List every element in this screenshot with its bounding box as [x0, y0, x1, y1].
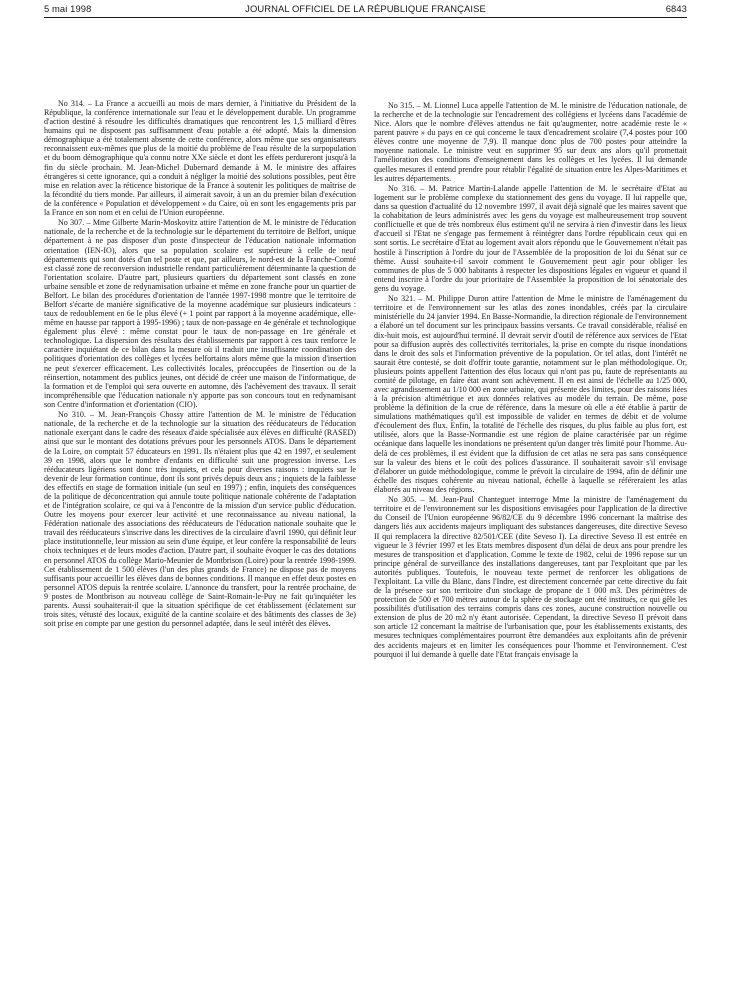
- question-316: No 316. – M. Patrice Martin-Lalande appelle l'attention de M. le secrétaire d'Etat au logement sur le problème complexe du stationnement des gens du voyage. Il lui rappelle que, dans sa question d'actualité du 12 novembre 1997, il avait déjà signalé que les maires savent que la cohabitation de leurs administrés avec les gens du voyage est malheureusement trop souvent conflictuelle et que de très nombreux élus estiment qu'il ne servira à rien d'investir dans les lieux d'accueil si l'Etat ne s'engage pas fermement à réintégrer dans l'ordre républicain ceux qui en sont sortis. Le secrétaire d'Etat au logement avait alors répondu que le Gouvernement n'était pas hostile à l'inscription à l'ordre du jour de l'Assemblée de la proposition de loi du Sénat sur ce thème. Aussi souhaite-t-il savoir comment le Gouvernement peut agir pour obliger les communes de plus de 5 000 habitants à respecter les dispositions légales en vigueur et quand il entend inscrire à l'ordre du jour prioritaire de l'Assemblée la proposition de loi sénatoriale des gens du voyage.: [374, 184, 687, 293]
- question-321: No 321. – M. Philippe Duron attire l'attention de Mme le ministre de l'aménagement du territoire et de l'environnement sur les atlas des zones inondables, créés par la circulaire ministérielle du 24 janvier 1994. En Basse-Normandie, la direction régionale de l'environnement a élaboré un tel document sur les principaux bassins versants. Ce travail considérable, réalisé en dix-huit mois, est aujourd'hui terminé. Il devrait servir d'outil de référence aux services de l'Etat pour sa diffusion auprès des collectivités territoriales, la prise en compte du risque inondations dans le droit des sols et l'information préventive de la population. Or tel atlas, dont l'intérêt ne saurait être contesté, se doit d'offrir toute garantie, notamment sur le plan méthodologique. Or, plusieurs points appellent l'attention des élus locaux qui n'ont pas pu, faute de représentants au comité de pilotage, en faire état avant son achèvement. Il en est ainsi de l'échelle au 1/25 000, avec agrandissement au 1/10 000 en zone urbaine, qui présente des limites, pour des raisons liées à la précision altimétrique et aux données relatives au modèle du terrain. De même, pose problème la définition de la crue de référence, dans la mesure où elle a été établie à partir de simulations mathématiques qu'il est impossible de valider en termes de débit et de volume d'écoulement des flux. Enfin, la totalité de l'échelle des risques, du plus faible au plus fort, est utilisée, alors que la Basse-Normandie est une région de plaine caractérisée par un régime océanique dans laquelle les inondations ne présentent qu'un danger très limité pour l'homme. Au-delà de ces problèmes, il est évident que la diffusion de cet atlas ne sera pas sans conséquence sur la valeur des biens et le coût des polices d'assurance. Il souhaiterait savoir s'il envisage d'élaborer un guide méthodologique, comme le prévoit la circulaire de 1994, afin de définir une échelle des risques cohérente au niveau national, échelle à laquelle se référeraient les atlas élaborés au niveau des régions.: [374, 294, 687, 494]
- header-rule: [44, 17, 687, 18]
- question-305: No 305. – M. Jean-Paul Chanteguet interroge Mme la ministre de l'aménagement du territoire et de l'environnement sur les dispositions envisagées pour l'application de la directive du Conseil de l'Union européenne 96/82/CE du 9 décembre 1996 concernant la maîtrise des dangers liés aux accidents majeurs impliquant des substances dangereuses, dite directive Seveso II qui remplacera la directive 82/501/CEE (dite Seveso I). La directive Seveso II est entrée en vigueur le 3 février 1997 et les Etats membres disposent d'un délai de deux ans pour prendre les mesures de transposition et d'application. Comme le texte de 1982, celui de 1996 repose sur un principe général de surveillance des installations dangereuses, tant par l'exploitant que par les autorités publiques. Toutefois, le nouveau texte permet de renforcer les obligations de l'exploitant. La ville du Blanc, dans l'Indre, est directement concernée par cette directive du fait de la présence sur son territoire d'un stockage de propane de 1 000 m3. Des périmètres de protection de 500 et 700 mètres autour de la sphère de stockage ont été institués, ce qui gêle les possibilités d'utilisation des terrains compris dans ces zones, aucune construction nouvelle ou extension de plus de 20 m2 n'y étant autorisée. Cependant, la directive Seveso II prévoit dans son article 12 concernant la maîtrise de l'urbanisation que, pour les établissements existants, des mesures techniques complémentaires pourront être demandées aux exploitants afin de prévenir des accidents majeurs et en limiter les conséquences pour l'homme et l'environnement. C'est pourquoi il lui demande à quelle date l'Etat français envisage la: [374, 495, 687, 659]
- question-315: No 315. – M. Lionnel Luca appelle l'attention de M. le ministre de l'éducation nationale, de la recherche et de la technologie sur l'encadrement des collégiens et lycéens dans l'académie de Nice. Alors que le nombre d'élèves attendus ne fait qu'augmenter, notre académie reste le « parent pauvre » du pays en ce qui concerne le taux d'encadrement scolaire (7,4 postes pour 100 élèves contre une moyenne de 7,9). Il manque donc plus de 700 postes pour atteindre la moyenne nationale. Le ministre veut en supprimer 95 sur deux ans alors qu'il promettait l'amélioration des conditions d'enseignement dans les collèges et les lycées. Il lui demande quelles mesures il entend prendre pour rétablir l'égalité de situation entre les Alpes-Maritimes et les autres départements.: [374, 101, 687, 183]
- question-307: No 307. – Mme Gilberte Marin-Moskovitz attire l'attention de M. le ministre de l'éducation nationale, de la recherche et de la technologie sur le département du territoire de Belfort, unique département à ne pas disposer d'un poste d'inspecteur de l'éducation nationale information orientation (IEN-IO), alors que sa population scolaire est supérieure à celle de neuf départements qui sont dotés d'un tel poste et que, par ailleurs, le nord-est de la Franche-Comté est classé zone de reconversion industrielle rendant particulièrement déterminante la question de l'orientation scolaire. D'autre part, plusieurs quartiers du département sont classés en zone urbaine sensible et zone de redynamisation urbaine et même en zone franche pour un quartier de Belfort. Le bilan des procédures d'orientation de l'année 1997-1998 montre que le territoire de Belfort s'écarte de manière significative de la moyenne académique sur plusieurs indicateurs : taux de redoublement en 6e le plus élevé (+ 1 point par rapport à la moyenne académique, elle-même en hausse par rapport à 1995-1996) ; taux de non-passage en 4e générale et technologique également plus élevé : même constat pour le taux de non-passage en 1re générale et technologique. La dispersion des résultats des établissements par rapport à ces taux renforce le caractère inquiétant de ce bilan dans la mesure où il traduit une insuffisante coordination des politiques d'orientation des collèges et lycées belfortains alors même que la mission d'insertion ne peut s'exercer efficacement. Les collectivités locales, préoccupées de l'insertion ou de la réinsertion, notamment des publics jeunes, ont décidé de créer une maison de l'informatique, de la formation et de l'emploi qui sera ouverte en automne, dès l'achèvement des travaux. Il serait incompréhensible que l'éducation nationale n'y apporte pas son concours tout en redynamisant son Centre d'information et d'orientation (CIO).: [44, 218, 356, 409]
- left-column: [44, 99, 356, 983]
- journal-title: JOURNAL OFFICIEL DE LA RÉPUBLIQUE FRANÇAISE: [245, 3, 486, 14]
- page-number: 6843: [665, 3, 687, 14]
- right-column: [374, 101, 687, 985]
- question-310: No 310. – M. Jean-François Chossy attire l'attention de M. le ministre de l'éducation nationale, de la recherche et de la technologie sur la situation des rééducateurs de l'éducation nationale exerçant dans le cadre des réseaux d'aide spécialisée aux élèves en difficulté (RASED) ainsi que sur le montant des dotations prévues pour les personnels ATOS. Dans le département de la Loire, on comptait 57 éducateurs en 1991. Ils n'étaient plus que 42 en 1997, et seulement 39 en 1998, alors que le nombre d'enfants en difficulté suit une progression inverse. Les rééducateurs ligériens sont donc très inquiets, et cela pour diverses raisons : inquiets sur le devenir de leur formation continue, dont ils sont privés depuis deux ans ; inquiets de la faiblesse des effectifs en stage de formation initiale (un seul en 1997) ; enfin, inquiets des conséquences de la politique de déconcentration qui annule toute politique nationale cohérente de l'adaptation et de l'intégration scolaire, ce qui va à l'encontre de la mission d'un service public d'éducation. Outre les moyens pour exercer leur activité et une reconnaissance au niveau national, la Fédération nationale des associations des rééducateurs de l'éducation nationale souhaite que le travail des rééducateurs s'inscrive dans les directives de la circulaire d'avril 1990, qui définit leur place institutionnelle, leur mission au sein d'une équipe, et leur confère la responsabilité de leurs choix techniques et de leurs modes d'action. D'autre part, il souhaite évoquer le cas des dotations en personnel ATOS du collège Mario-Meunier de Montbrison (Loire) pour la rentrée 1998-1999. Cet établissement de 1 500 élèves (l'un des plus grands de France) ne dispose pas de moyens suffisants pour accueillir les élèves dans de bonnes conditions. Il manque en effet deux postes en personnel ATOS depuis la rentrée scolaire. L'annonce du transfert, pour la rentrée prochaine, de 9 postes de Montbrison au nouveau collège de Saint-Romain-le-Puy ne fait qu'inquiéter les parents. Aussi souhaiterait-il que la situation spécifique de cet établissement (éclatement sur trois sites, vétusté des locaux, exiguïté de la cantine scolaire et des bâtiments des classes de 3e) soit prise en compte par une gestion du personnel adaptée, dans le seul intérêt des élèves.: [44, 410, 356, 629]
- header-date: 5 mai 1998: [44, 3, 92, 14]
- page-header: [44, 3, 687, 17]
- question-314: No 314. – La France a accueilli au mois de mars dernier, à l'initiative du Président de la République, la conférence internationale sur l'eau et le développement durable. Un programme d'action destiné à résoudre les difficultés dramatiques que rencontrent les 1,5 milliard d'êtres humains qui ne disposent pas suffisamment d'eau potable a été adopté. Mais la dimension démographique a été totalement absente de cette conférence, alors même que ses organisateurs reconnaissent eux-mêmes que plus de la moitié du problème de l'eau résulte de la surpopulation et du boom démographique qu'a connu notre XXe siècle et dont les effets perdureront jusqu'à la fin du siècle prochain. M. Jean-Michel Dubernard demande à M. le ministre des affaires étrangères si cette ignorance, qui a conduit à négliger la moitié des solutions possibles, peut être mise en relation avec la réticence historique de la France à soutenir les politiques de maîtrise de la fécondité du tiers monde. Par ailleurs, il aimerait savoir, à un an du premier bilan d'exécution de la conférence « Population et développement » du Caire, où en sont les engagements pris par la France en son nom et en celui de l'Union européenne.: [44, 99, 356, 217]
